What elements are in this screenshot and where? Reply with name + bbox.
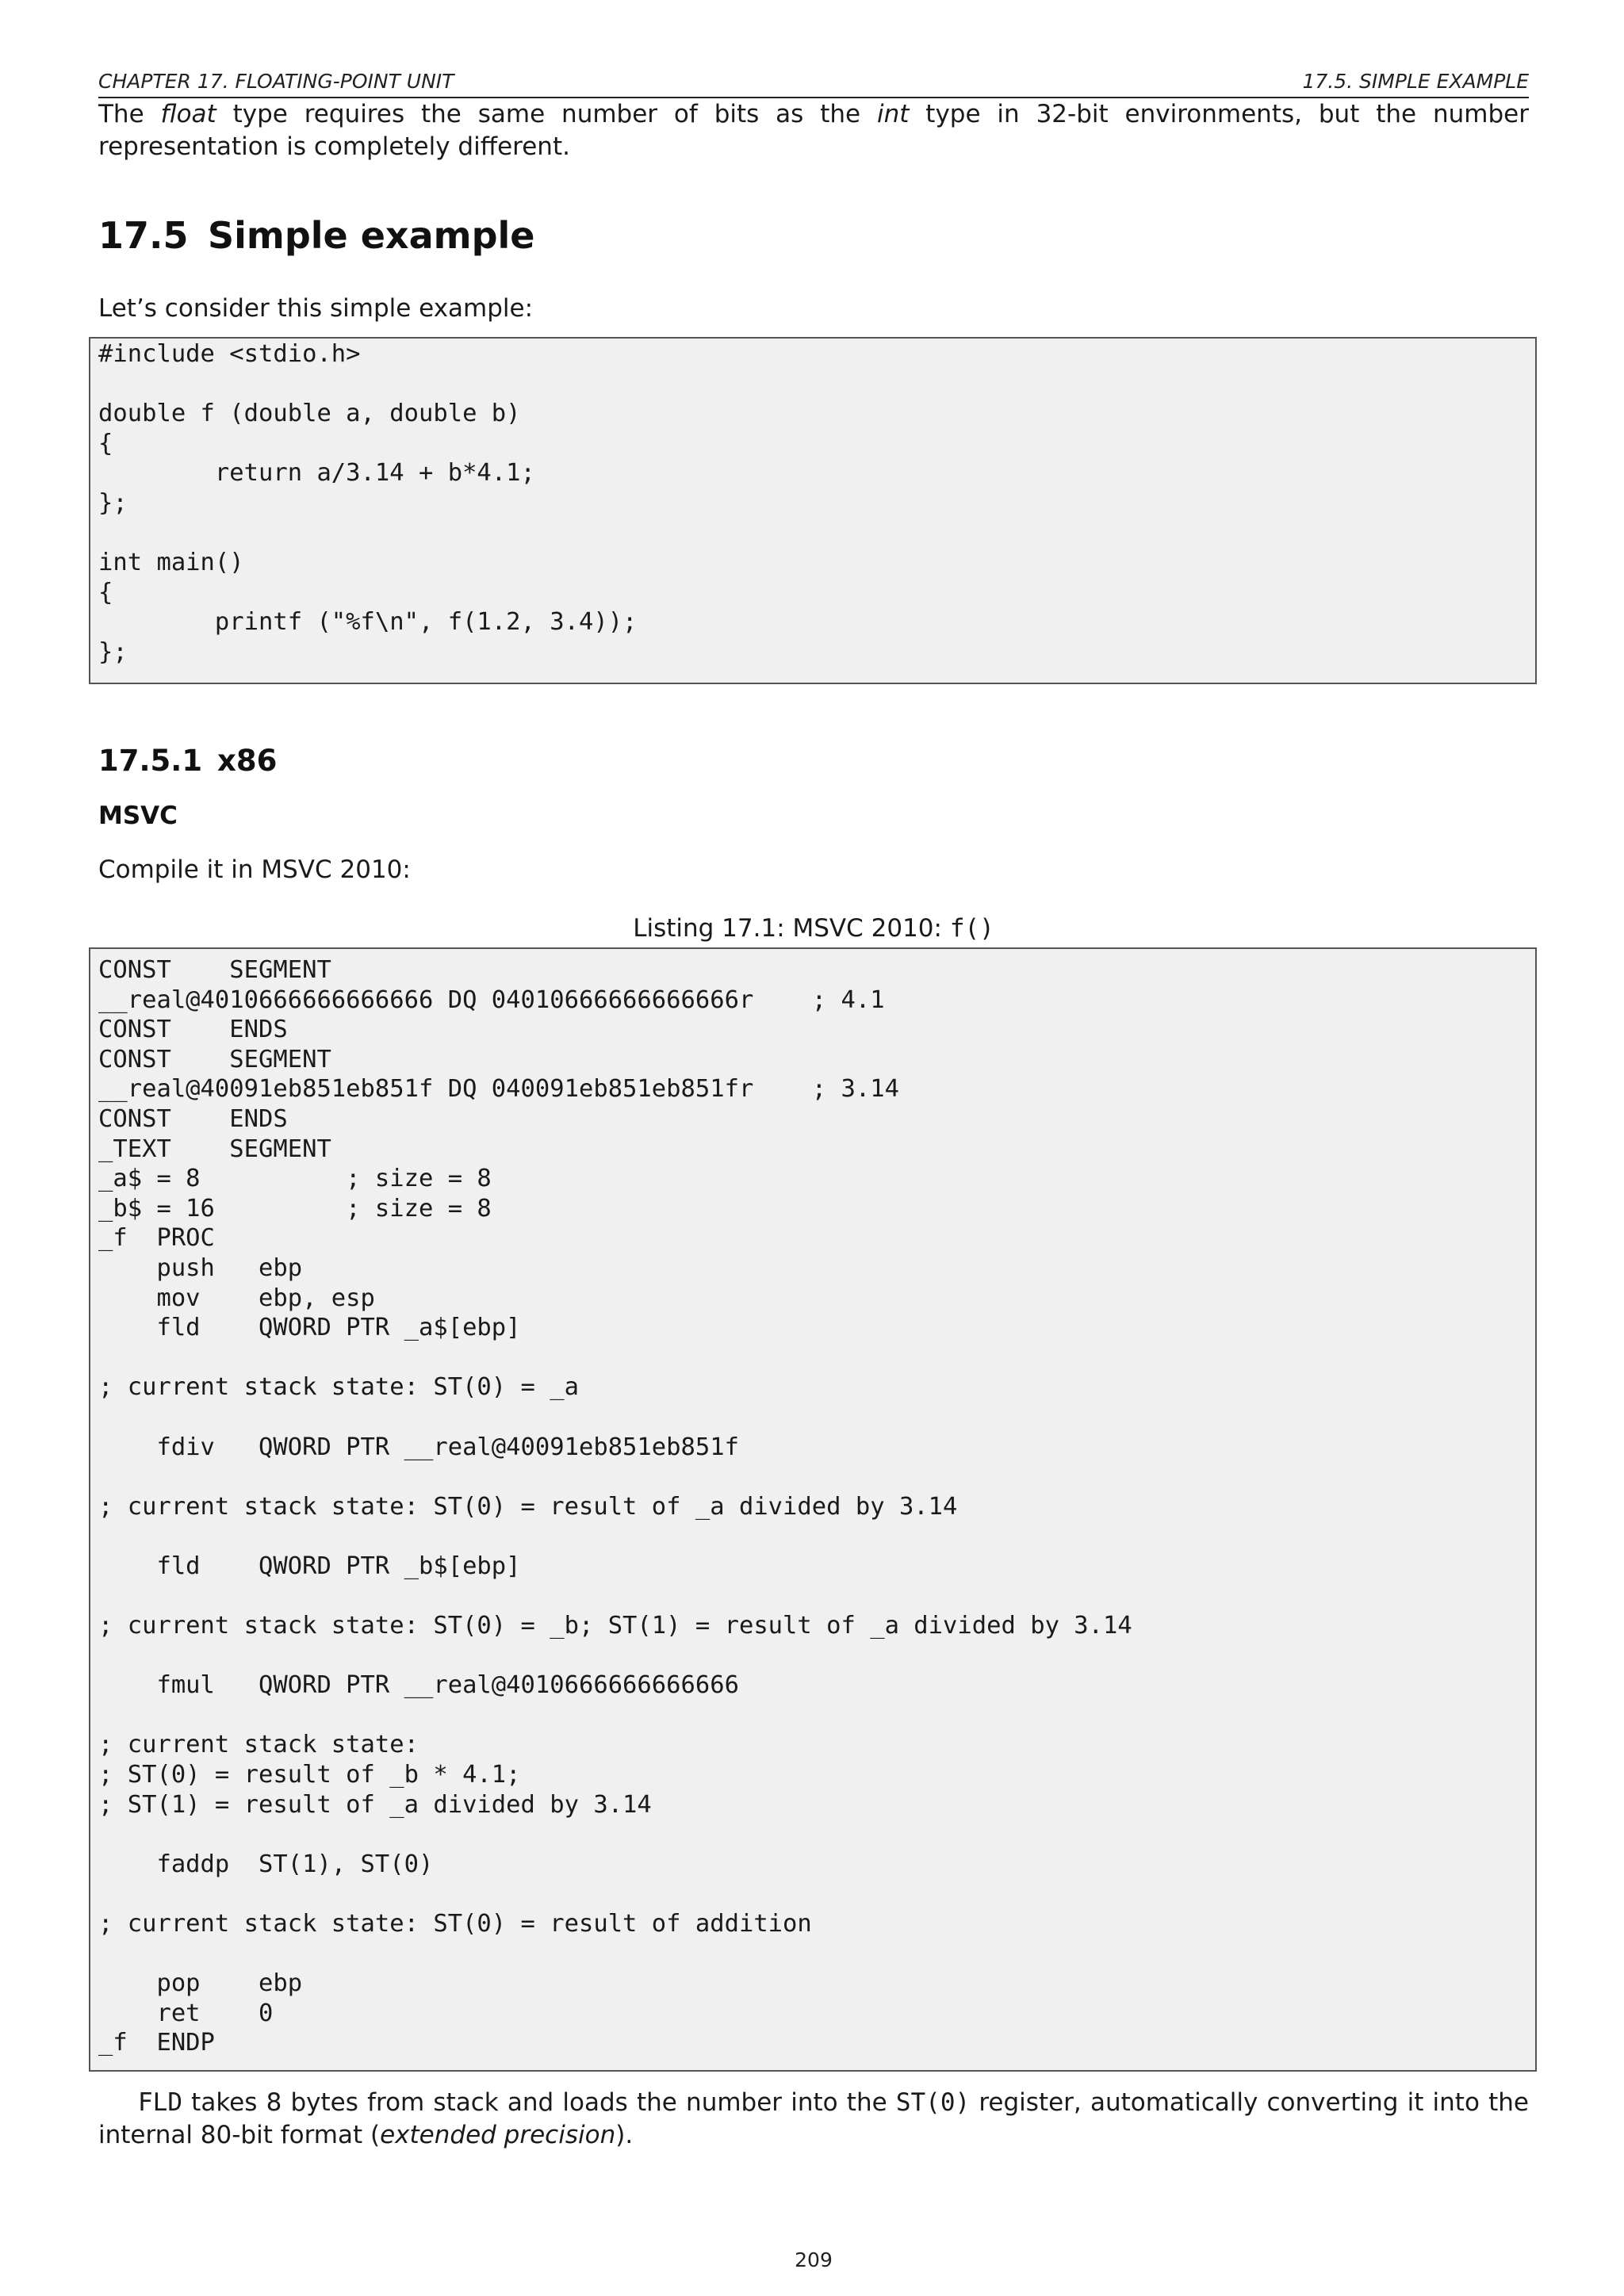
section-number: 17.5: [98, 214, 189, 257]
extended-precision-term: extended precision: [380, 2121, 616, 2149]
intro-paragraph: The float type requires the same number of bits as the int type in 32-bit environments, but the number representation is completely different.: [98, 100, 1529, 161]
listing-caption-code: f(): [949, 914, 994, 943]
section-heading: [98, 214, 534, 257]
compile-paragraph: Compile it in MSVC 2010:: [98, 855, 411, 884]
closing-paragraph: FLD takes 8 bytes from stack and loads the number into the ST(0) register, automatically converting it into the internal 80-bit format (extended precision).: [98, 2088, 1529, 2149]
header-section: 17.5. SIMPLE EXAMPLE: [1302, 70, 1529, 93]
section-title: Simple example: [208, 214, 535, 257]
asm-source-code: CONST SEGMENT __real@4010666666666666 DQ 04010666666666666r ; 4.1 CONST ENDS CONST SEGMENT __real@40091eb851eb851f DQ 040091eb851eb851fr ; 3.14 CONST ENDS _TEXT SEGMENT _a$ = 8 ; size = 8 _b$ = 16 ; size = 8 _f PROC push ebp mov ebp, esp fld QWORD PTR _a$[ebp] ; current stack state: ST(0) = _a fdiv QWORD PTR __real@40091eb851eb851f ; current stack state: ST(0) = result of _a divided by 3.14 fld QWORD PTR _b$[ebp] ; current stack state: ST(0) = _b; ST(1) = result of _a divided by 3.14 fmul QWORD PTR __real@4010666666666666 ; current stack state: ; ST(0) = result of _b * 4.1; ; ST(1) = result of _a divided by 3.14 faddp ST(1), ST(0) ; current stack state: ST(0) = result of addition pop ebp ret 0 _f ENDP: [98, 956, 1132, 2057]
subsection-title: x86: [217, 744, 278, 778]
float-term: float: [160, 100, 216, 128]
header-chapter: CHAPTER 17. FLOATING-POINT UNIT: [98, 70, 454, 93]
subsection-heading: [98, 744, 277, 778]
st0-term: ST(0): [895, 2088, 971, 2117]
page-number: 209: [795, 2248, 833, 2271]
c-code-listing: [89, 337, 1537, 684]
c-source-code: #include <stdio.h> double f (double a, double b) { return a/3.14 + b*4.1; }; int main() { printf ("%f\n", f(1.2, 3.4)); };: [98, 340, 638, 666]
lead-paragraph: Let’s consider this simple example:: [98, 294, 534, 323]
listing-caption: Listing 17.1: MSVC 2010: f(): [633, 914, 994, 943]
fld-term: FLD: [138, 2088, 182, 2117]
asm-code-listing: [89, 947, 1537, 2072]
int-term: int: [876, 100, 910, 128]
subsection-number: 17.5.1: [98, 744, 203, 778]
paragraph-heading: MSVC: [98, 802, 178, 830]
running-header: [98, 68, 1529, 98]
